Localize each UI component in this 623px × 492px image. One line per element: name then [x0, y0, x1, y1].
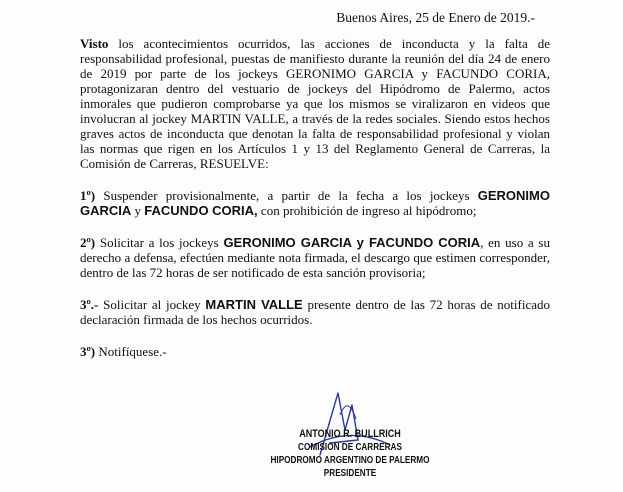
- item-2-text-a: Solicitar a los jockeys: [95, 235, 224, 250]
- item-1-text-b: y: [131, 203, 145, 218]
- item-3-text-b: presente dentro de las 72 horas de notificado declaración firmada de los hechos ocurridos.: [80, 297, 550, 327]
- signatory-line-1: COMISION DE CARRERAS: [298, 442, 402, 453]
- intro-paragraph: [80, 36, 550, 171]
- dateline: Buenos Aires, 25 de Enero de 2019.-: [336, 10, 535, 25]
- item-1-name-a: GERONIMO GARCIA: [80, 188, 550, 218]
- item-1-text-c: con prohibición de ingreso al hipódromo;: [257, 203, 477, 218]
- item-2-number: 2º): [80, 235, 96, 250]
- resolution-item-3: [80, 297, 550, 327]
- item-4-number: 3º): [80, 344, 96, 359]
- signatory-name: ANTONIO R. BULLRICH: [299, 428, 401, 440]
- item-2-text-b: , en uso a su derecho a defensa, efectúen mediante nota firmada, el descargo que estimen corresponder, dentro de las 72 horas de ser notificado de esta sanción provisoria;: [80, 235, 550, 280]
- resolution-item-2: [80, 235, 550, 280]
- intro-text: los acontecimientos ocurridos, las acciones de inconducta y la falta de responsabilidad profesional, puestas de manifiesto durante la reunión del día 24 de enero de 2019 por parte de los jockeys GERONIMO GARCIA y FACUNDO CORIA, protagonizaran dentro del vestuario de jockeys del Hipódromo de Palermo, actos inmorales que pudieron comprobarse ya que los mismos se viralizaron en videos que involucran al jockey MARTIN VALLE, a través de la redes sociales. Siendo estos hechos graves actos de inconducta que denotan la falta de responsabilidad profesional y violan las normas que rigen en los Artículos 1 y 13 del Reglamento General de Carreras, la Comisión de Carreras, RESUELVE:: [80, 36, 550, 171]
- resolution-item-4: [80, 344, 550, 359]
- resolution-item-1: [80, 188, 550, 218]
- item-3-text-a: Solicitar al jockey: [98, 297, 206, 312]
- document-body: [80, 36, 550, 359]
- item-1-text-a: Suspender provisionalmente, a partir de la fecha a los jockeys: [95, 188, 478, 203]
- intro-lead: Visto: [80, 36, 109, 51]
- item-1-number: 1º): [80, 188, 96, 203]
- item-4-text-a: Notifíquese.-: [95, 344, 167, 359]
- signatory-line-2: HIPODROMO ARGENTINO DE PALERMO: [270, 455, 430, 466]
- item-2-name-a: GERONIMO GARCIA y FACUNDO CORIA: [223, 235, 481, 250]
- item-1-name-b: FACUNDO CORIA,: [144, 203, 258, 218]
- item-3-number: 3º.-: [80, 297, 99, 312]
- signature-block: [268, 428, 432, 480]
- signatory-line-3: PRESIDENTE: [323, 468, 377, 479]
- item-3-name-a: MARTIN VALLE: [205, 297, 303, 312]
